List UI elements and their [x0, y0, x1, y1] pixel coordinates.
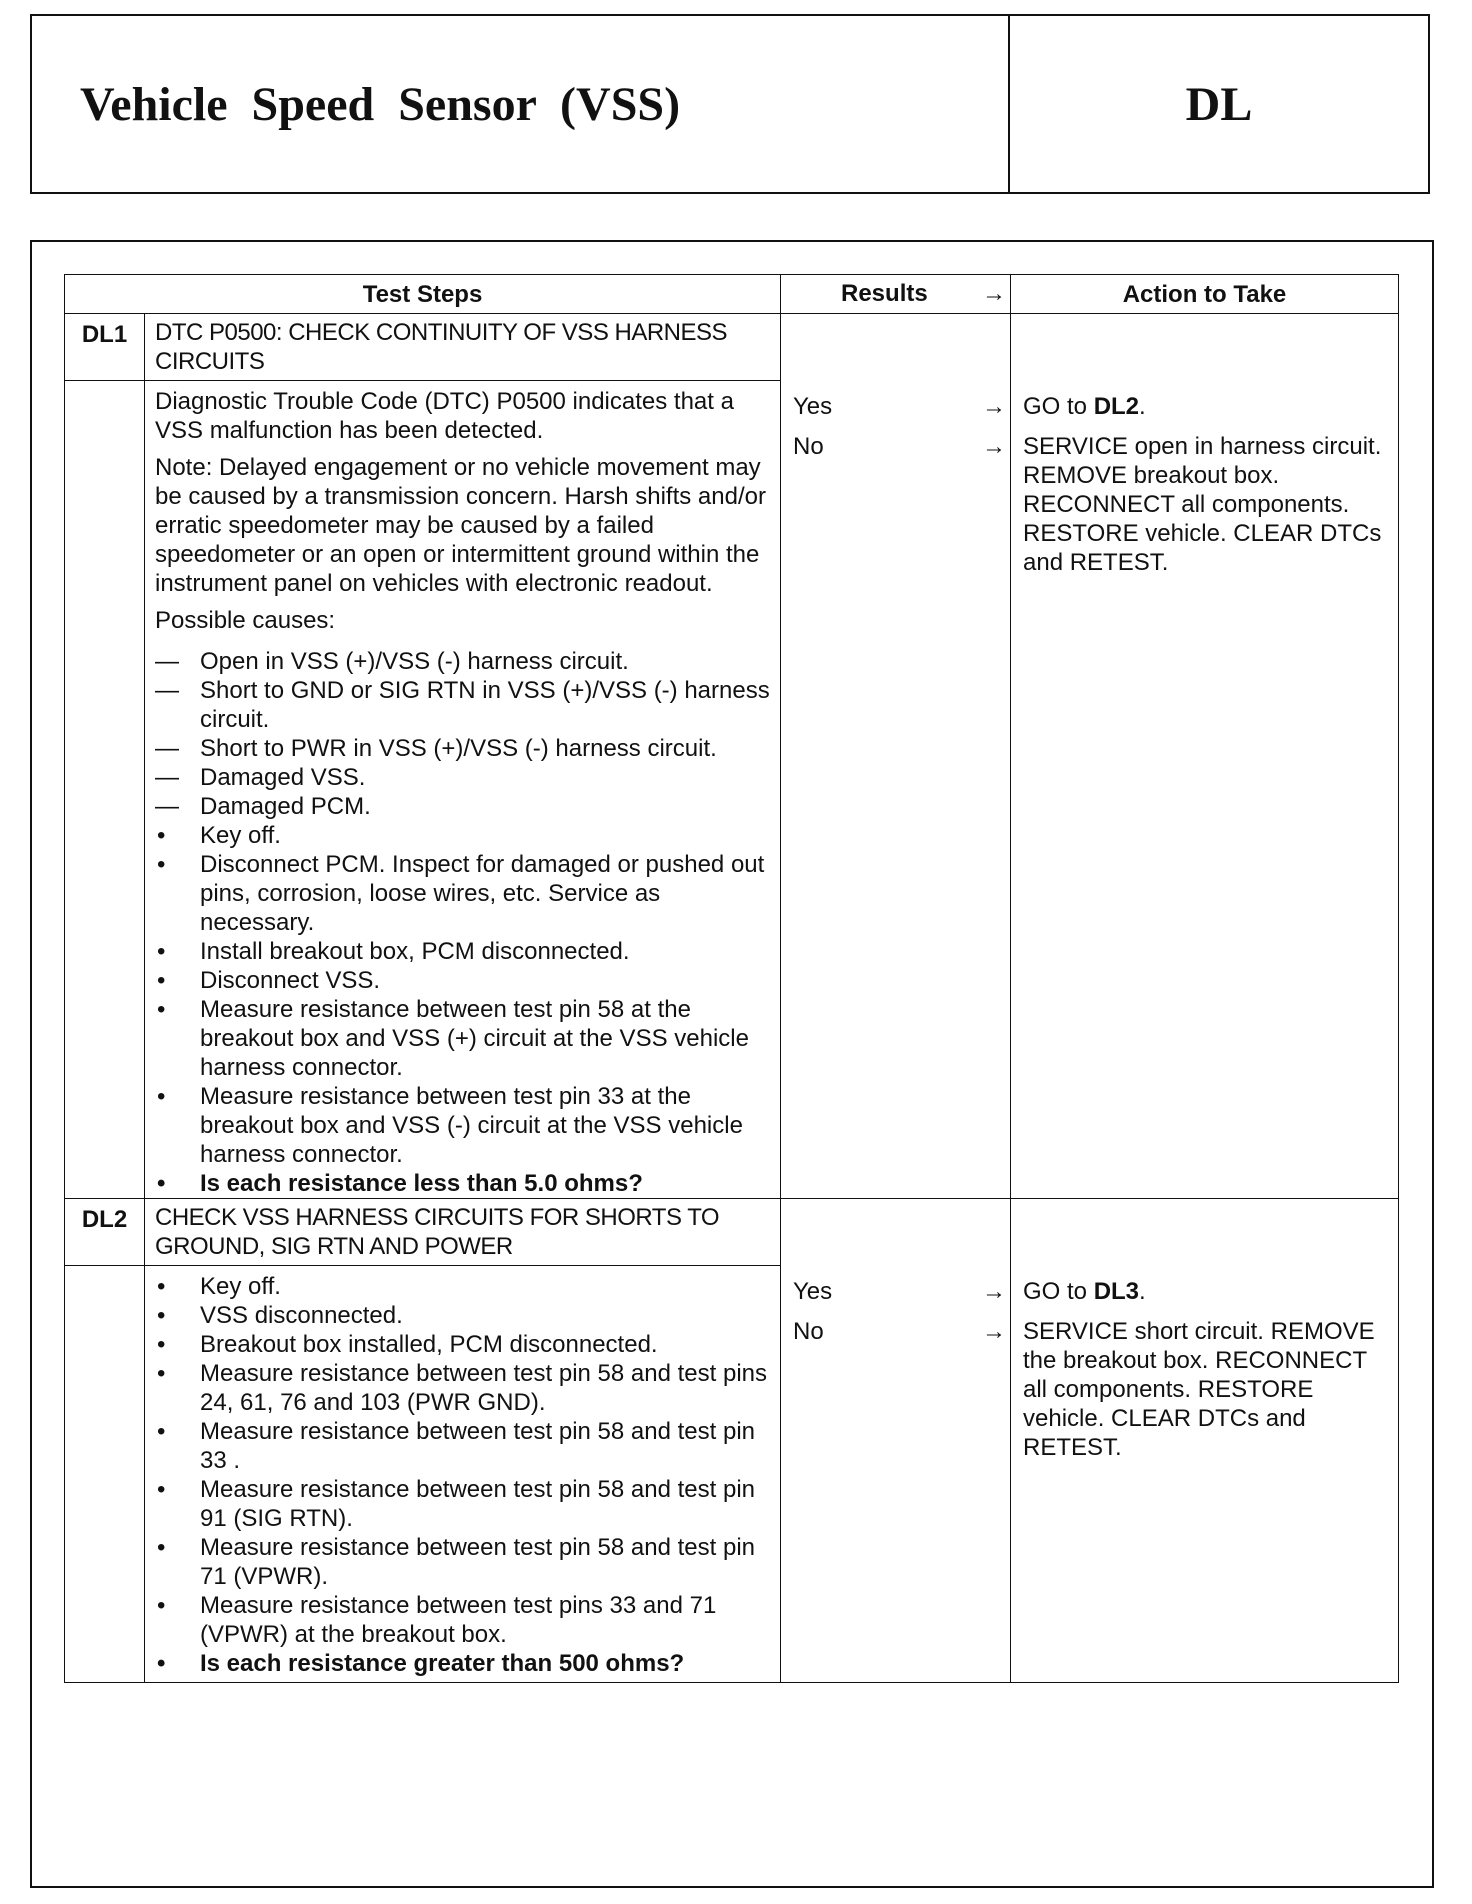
- list-item: [155, 647, 770, 676]
- bullet-icon: •: [157, 1476, 166, 1503]
- list-item-text: Measure resistance between test pin 58 and test pin 91 (SIG RTN).: [200, 1476, 755, 1532]
- list-item: [155, 966, 770, 995]
- bullet-icon: •: [157, 938, 166, 965]
- list-item: [155, 792, 770, 821]
- list-item: [155, 1475, 770, 1533]
- result-label: Yes: [793, 1278, 833, 1305]
- result-no: [781, 1317, 1010, 1357]
- test-steps-table: [64, 274, 1399, 1683]
- bullet-icon: •: [157, 1534, 166, 1561]
- list-item-text: VSS disconnected.: [200, 1302, 403, 1329]
- list-item: [155, 937, 770, 966]
- dash-icon: —: [155, 793, 179, 820]
- result-yes: [781, 1277, 1010, 1317]
- result-label: Yes: [793, 393, 833, 420]
- bullet-icon: •: [157, 967, 166, 994]
- list-item: [155, 1359, 770, 1417]
- bullet-icon: •: [157, 822, 166, 849]
- arrow-icon: →: [982, 1278, 1006, 1305]
- possible-causes-label: Possible causes:: [155, 607, 336, 634]
- list-item: [155, 734, 770, 763]
- action-text: .: [1139, 1278, 1146, 1305]
- list-item: [155, 1330, 770, 1359]
- step-id: DL1: [65, 314, 145, 381]
- bullet-icon: •: [157, 1418, 166, 1445]
- action-cell: [1011, 1199, 1399, 1683]
- dash-icon: —: [155, 648, 179, 675]
- bullet-icon: •: [157, 851, 166, 878]
- list-item-text: Breakout box installed, PCM disconnected.: [200, 1331, 658, 1358]
- causes-list: [155, 647, 770, 821]
- arrow-icon: →: [982, 1318, 1006, 1345]
- results-label: Results: [841, 280, 928, 307]
- list-item: [155, 1301, 770, 1330]
- action-no: SERVICE open in harness circuit. REMOVE breakout box. RECONNECT all components. RESTORE vehicle. CLEAR DTCs and RETEST.: [1023, 433, 1382, 576]
- bullet-icon: •: [157, 1170, 166, 1197]
- action-cell: [1011, 314, 1399, 1199]
- bullet-icon: •: [157, 1331, 166, 1358]
- action-no: SERVICE short circuit. REMOVE the breakout box. RECONNECT all components. RESTORE vehicle. CLEAR DTCs and RETEST.: [1023, 1318, 1375, 1461]
- column-header-results: [781, 275, 1011, 314]
- dash-icon: —: [155, 677, 179, 704]
- results-cell: [781, 1199, 1011, 1683]
- arrow-icon: →: [982, 433, 1006, 460]
- list-item-text: Key off.: [200, 1273, 281, 1300]
- column-header-test-steps: Test Steps: [65, 275, 781, 314]
- procedure-list: [155, 1272, 770, 1678]
- list-item-text: Measure resistance between test pin 58 and test pin 71 (VPWR).: [200, 1534, 755, 1590]
- list-item: [155, 1591, 770, 1649]
- action-text: GO to: [1023, 1278, 1094, 1305]
- bullet-icon: •: [157, 1083, 166, 1110]
- list-item-text: Measure resistance between test pins 33 and 71 (VPWR) at the breakout box.: [200, 1592, 717, 1648]
- column-header-action: Action to Take: [1011, 275, 1399, 314]
- step-id-spacer: [65, 1266, 145, 1683]
- dash-icon: —: [155, 764, 179, 791]
- list-item-text: Open in VSS (+)/VSS (-) harness circuit.: [200, 648, 629, 675]
- result-label: No: [793, 1318, 824, 1345]
- dash-icon: —: [155, 735, 179, 762]
- list-item-text: Short to PWR in VSS (+)/VSS (-) harness circuit.: [200, 735, 717, 762]
- question-text: Is each resistance greater than 500 ohms?: [200, 1650, 685, 1677]
- list-item-text: Measure resistance between test pin 58 and test pin 33 .: [200, 1418, 755, 1474]
- section-code: DL: [1185, 77, 1253, 131]
- result-label: No: [793, 433, 824, 460]
- step-title-row: [65, 314, 1399, 381]
- bullet-icon: •: [157, 1273, 166, 1300]
- bullet-icon: •: [157, 1592, 166, 1619]
- bullet-icon: •: [157, 996, 166, 1023]
- action-target: DL2: [1093, 393, 1140, 420]
- question-text: Is each resistance less than 5.0 ohms?: [200, 1170, 643, 1197]
- arrow-icon: →: [982, 280, 1006, 307]
- list-item: [155, 995, 770, 1082]
- step-question: [155, 1649, 770, 1678]
- page-header: [30, 14, 1430, 194]
- action-yes: [1023, 1277, 1390, 1306]
- list-item: [155, 763, 770, 792]
- list-item: [155, 1082, 770, 1169]
- list-item-text: Disconnect PCM. Inspect for damaged or pushed out pins, corrosion, loose wires, etc. Service as necessary.: [200, 851, 765, 936]
- result-no: [781, 432, 1010, 472]
- list-item: [155, 850, 770, 937]
- action-yes: [1023, 392, 1390, 421]
- bullet-icon: •: [157, 1650, 166, 1677]
- arrow-icon: →: [982, 393, 1006, 420]
- action-text: .: [1139, 393, 1146, 420]
- list-item: [155, 1417, 770, 1475]
- list-item-text: Measure resistance between test pin 58 at the breakout box and VSS (+) circuit at the VSS vehicle harness connector.: [200, 996, 749, 1081]
- step-note: Note: Delayed engagement or no vehicle movement may be caused by a transmission concern. Harsh shifts and/or erratic speedometer may be caused by a failed speedometer or an open or intermittent ground within the instrument panel on vehicles with electronic readout.: [155, 454, 766, 597]
- bullet-icon: •: [157, 1360, 166, 1387]
- list-item: [155, 1272, 770, 1301]
- list-item: [155, 676, 770, 734]
- list-item-text: Key off.: [200, 822, 281, 849]
- result-yes: [781, 392, 1010, 432]
- list-item-text: Measure resistance between test pin 58 and test pins 24, 61, 76 and 103 (PWR GND).: [200, 1360, 767, 1416]
- table-header-row: [65, 275, 1399, 314]
- action-target: DL3: [1093, 1278, 1140, 1305]
- step-paragraph: Diagnostic Trouble Code (DTC) P0500 indicates that a VSS malfunction has been detected.: [155, 388, 734, 444]
- procedure-list: [155, 821, 770, 1198]
- page-title: Vehicle Speed Sensor (VSS): [32, 16, 1010, 192]
- list-item-text: Short to GND or SIG RTN in VSS (+)/VSS (-) harness circuit.: [200, 677, 770, 733]
- list-item-text: Install breakout box, PCM disconnected.: [200, 938, 630, 965]
- results-cell: [781, 314, 1011, 1199]
- step-title: DTC P0500: CHECK CONTINUITY OF VSS HARNESS CIRCUITS: [145, 314, 781, 381]
- step-title: CHECK VSS HARNESS CIRCUITS FOR SHORTS TO GROUND, SIG RTN AND POWER: [145, 1199, 781, 1266]
- list-item: [155, 821, 770, 850]
- step-body: [145, 1266, 781, 1683]
- bullet-icon: •: [157, 1302, 166, 1329]
- step-id: DL2: [65, 1199, 145, 1266]
- step-title-row: [65, 1199, 1399, 1266]
- list-item-text: Measure resistance between test pin 33 at the breakout box and VSS (-) circuit at the VSS vehicle harness connector.: [200, 1083, 743, 1168]
- step-id-spacer: [65, 381, 145, 1199]
- list-item-text: Disconnect VSS.: [200, 967, 381, 994]
- list-item-text: Damaged VSS.: [200, 764, 366, 791]
- list-item: [155, 1533, 770, 1591]
- step-body: [145, 381, 781, 1199]
- step-question: [155, 1169, 770, 1198]
- list-item-text: Damaged PCM.: [200, 793, 371, 820]
- action-text: GO to: [1023, 393, 1094, 420]
